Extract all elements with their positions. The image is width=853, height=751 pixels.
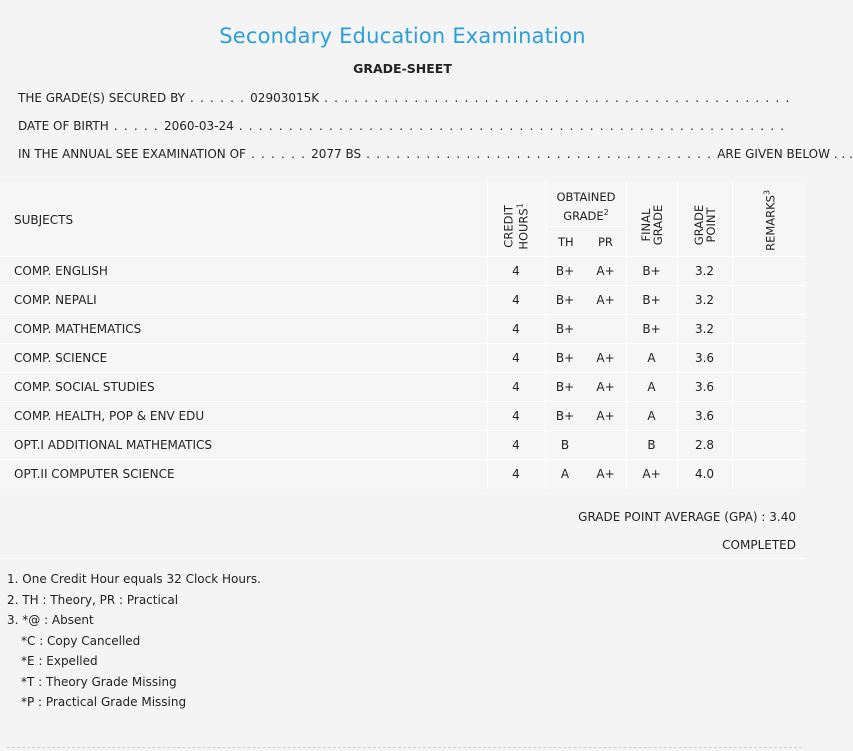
th-grade-cell: B xyxy=(560,438,570,452)
credit-cell: 4 xyxy=(512,351,520,365)
credit-cell: 4 xyxy=(512,438,520,452)
footnotes xyxy=(7,569,261,713)
given-below: ARE GIVEN BELOW . . . xyxy=(717,147,853,161)
subject-cell: COMP. ENGLISH xyxy=(14,264,108,278)
grade-point-cell: 2.8 xyxy=(694,438,715,452)
final-grade-cell: B+ xyxy=(642,322,661,336)
pr-grade-cell: A+ xyxy=(596,467,615,481)
grade-point-cell: 3.2 xyxy=(694,322,715,336)
th-grade-cell: B+ xyxy=(555,293,575,307)
subject-cell: COMP. MATHEMATICS xyxy=(14,322,142,336)
grade-point-cell: 3.2 xyxy=(694,264,715,278)
credit-cell: 4 xyxy=(512,467,520,481)
footnote-1: 1. One Credit Hour equals 32 Clock Hours. xyxy=(7,572,261,586)
subject-cell: COMP. HEALTH, POP & ENV EDU xyxy=(14,409,205,423)
footnote-2: 2. TH : Theory, PR : Practical xyxy=(7,592,179,607)
page-title: Secondary Education Examination xyxy=(219,24,586,48)
footnote-3-expelled: *E : Expelled xyxy=(21,654,98,668)
th-grade-cell: B+ xyxy=(555,380,575,394)
final-grade-cell: B+ xyxy=(642,293,661,307)
pr-grade-cell: A+ xyxy=(596,264,615,278)
dob-label: DATE OF BIRTH xyxy=(18,119,109,133)
final-grade-cell: B+ xyxy=(642,264,661,278)
table-row xyxy=(0,264,805,293)
remarks-header: REMARKS$^3$ xyxy=(762,189,778,251)
table-row xyxy=(0,293,805,322)
pr-header: PR xyxy=(598,235,613,249)
grade-point-header: GRADE POINT xyxy=(692,204,718,246)
subject-cell: COMP. NEPALI xyxy=(14,293,97,307)
grade-point-cell: 3.6 xyxy=(694,380,715,394)
credit-cell: 4 xyxy=(512,380,520,394)
table-row xyxy=(0,467,805,496)
pr-grade-cell: A+ xyxy=(596,351,615,365)
obtained-grade-header: OBTAINED GRADE$^2$ xyxy=(556,190,616,223)
symbol-number: 02903015K xyxy=(250,91,320,105)
credit-hours-header: CREDIT HOURS$^1$ xyxy=(501,203,531,250)
dob-value: 2060-03-24 xyxy=(163,119,234,133)
footnote-3-copy-cancelled: *C : Copy Cancelled xyxy=(21,633,141,648)
pr-grade-cell: A+ xyxy=(596,293,615,307)
final-grade-cell: A xyxy=(647,380,656,394)
table-row xyxy=(0,409,805,438)
pr-grade-cell: A+ xyxy=(596,409,615,423)
grade-sheet-heading: GRADE-SHEET xyxy=(353,61,452,76)
th-grade-cell: B+ xyxy=(555,264,575,278)
secured-by-line: THE GRADE(S) SECURED BY . . . . . . 02903015K . . . . . . . . . . . . . . . . . . . . . . . . . . . . . . . . . . . . . . . . . . . . . . . xyxy=(18,91,791,105)
table-row xyxy=(0,322,805,351)
exam-label: IN THE ANNUAL SEE EXAMINATION OF xyxy=(18,147,246,161)
final-grade-header: FINAL GRADE xyxy=(639,204,665,246)
secured-by-label: THE GRADE(S) SECURED BY xyxy=(18,91,185,105)
table-row xyxy=(0,438,805,467)
subject-cell: OPT.I ADDITIONAL MATHEMATICS xyxy=(14,438,213,452)
footnote-3: 3. *@ : Absent xyxy=(7,613,94,627)
footnote-3-theory-missing: *T : Theory Grade Missing xyxy=(21,674,177,689)
pr-grade-cell: A+ xyxy=(596,380,615,394)
grade-point-cell: 3.2 xyxy=(694,293,715,307)
dob-line: DATE OF BIRTH . . . . . 2060-03-24 . . . . . . . . . . . . . . . . . . . . . . . . . . . . . . . . . . . . . . . . . . . . . . . . . . . . . . . xyxy=(18,119,786,133)
grade-point-cell: 3.6 xyxy=(694,409,715,423)
subjects-header: SUBJECTS xyxy=(14,213,74,227)
th-grade-cell: B+ xyxy=(555,409,575,423)
table-row xyxy=(0,380,805,409)
gpa-summary: GRADE POINT AVERAGE (GPA) : 3.40 xyxy=(578,510,796,524)
exam-line: IN THE ANNUAL SEE EXAMINATION OF . . . . . . 2077 BS . . . . . . . . . . . . . . . . . . . . . . . . . . . . . . . . . . . ARE GIVEN BELOW . . . xyxy=(18,147,853,161)
grade-table xyxy=(0,182,805,489)
exam-year: 2077 BS xyxy=(311,147,362,161)
subject-cell: COMP. SOCIAL STUDIES xyxy=(14,380,155,394)
th-header: TH xyxy=(558,235,574,249)
th-grade-cell: A xyxy=(560,467,570,481)
grade-point-cell: 4.0 xyxy=(694,467,715,481)
completion-status: COMPLETED xyxy=(722,538,796,552)
credit-cell: 4 xyxy=(512,409,520,423)
final-grade-cell: A xyxy=(647,351,656,365)
final-grade-cell: A xyxy=(647,409,656,423)
th-grade-cell: B+ xyxy=(555,322,575,336)
table-row xyxy=(0,351,805,380)
final-grade-cell: A+ xyxy=(642,467,661,481)
footnote-3-practical-missing: *P : Practical Grade Missing xyxy=(21,695,187,709)
credit-cell: 4 xyxy=(512,264,520,278)
grade-point-cell: 3.6 xyxy=(694,351,715,365)
final-grade-cell: B xyxy=(647,438,656,452)
th-grade-cell: B+ xyxy=(555,351,575,365)
subject-cell: OPT.II COMPUTER SCIENCE xyxy=(14,467,175,481)
subject-cell: COMP. SCIENCE xyxy=(14,351,108,365)
credit-cell: 4 xyxy=(512,293,520,307)
credit-cell: 4 xyxy=(512,322,520,336)
